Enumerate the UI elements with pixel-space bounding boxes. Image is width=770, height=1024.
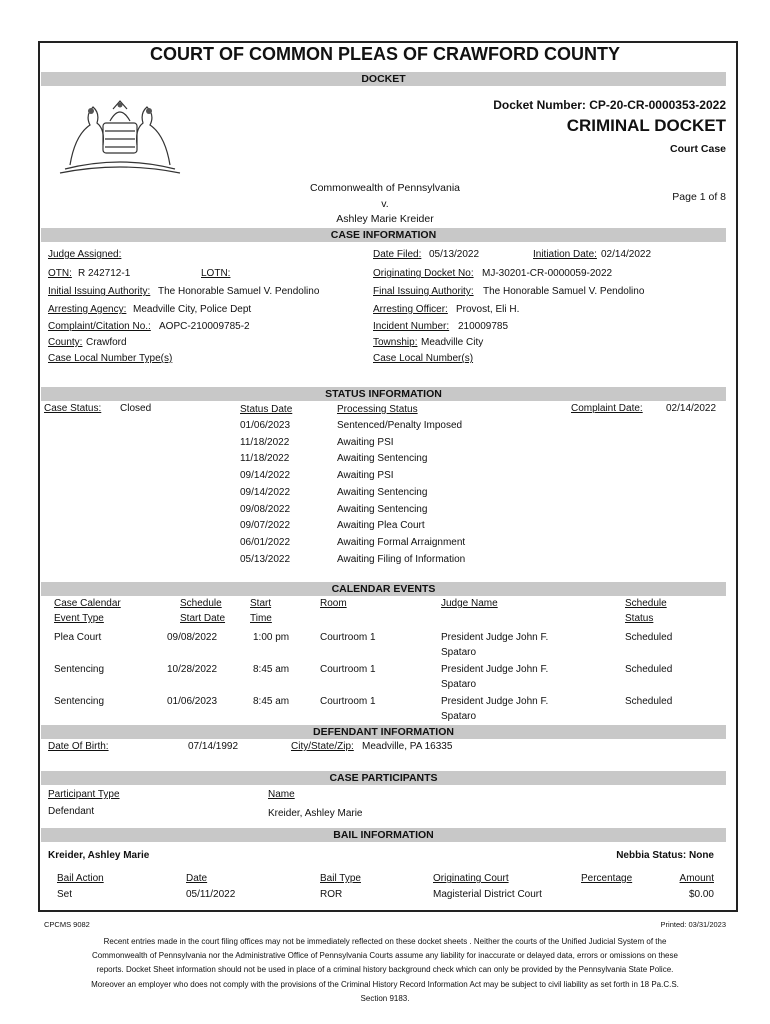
calendar-judge-name: President Judge John F. — [441, 696, 549, 707]
arresting-officer: Provost, Eli H. — [456, 304, 520, 315]
arresting-officer-label: Arresting Officer: — [373, 304, 448, 315]
calendar-schedule-status: Scheduled — [625, 632, 673, 643]
calendar-judge-name-cont: Spataro — [441, 647, 477, 658]
calendar-room: Courtroom 1 — [320, 664, 376, 675]
township-label: Township: — [373, 337, 418, 348]
bail-amount: $0.00 — [688, 889, 714, 900]
caption-defendant: Ashley Marie Kreider — [336, 213, 434, 225]
caption-versus: v. — [381, 198, 389, 210]
calendar-start-time: 8:45 am — [253, 664, 290, 675]
final-authority-label: Final Issuing Authority: — [373, 286, 474, 297]
processing-status: Awaiting Plea Court — [337, 520, 425, 532]
page-number: Page 1 of 8 — [672, 191, 726, 203]
judge-assigned-label: Judge Assigned: — [48, 249, 122, 260]
calendar-event-type: Sentencing — [54, 696, 105, 707]
amount-header: Amount — [679, 873, 714, 884]
calendar-time-header-2: Time — [250, 613, 272, 624]
otn: R 242712-1 — [78, 268, 131, 279]
nebbia-status: Nebbia Status: None — [616, 850, 714, 861]
status-date-header: Status Date — [240, 404, 293, 415]
lotn-label: LOTN: — [201, 268, 231, 279]
complaint-date-label: Complaint Date: — [571, 403, 643, 414]
otn-label: OTN: — [48, 268, 72, 279]
form-number: CPCMS 9082 — [44, 920, 90, 929]
calendar-judge-name: President Judge John F. — [441, 632, 549, 643]
calendar-start-time: 8:45 am — [253, 696, 290, 707]
printed-date: Printed: 03/31/2023 — [660, 920, 726, 929]
case-participants-bar: CASE PARTICIPANTS — [41, 771, 726, 785]
status-date: 11/18/2022 — [240, 436, 290, 448]
disclaimer: Recent entries made in the court filing offices may not be immediately reflected on these docket sheets . Neither the courts of the Unified Judicial System of the Commonwealth of Pennsylvania nor the Administrative Office of Pennsylvania Courts assume any liability for inaccurate or delayed data, errors or omissions on these reports. Docket Sheet information should not be used in place of a criminal history background check which can only be provided by the Pennsylvania State Police. Moreover an employer who does not comply with the provisions of the Criminal History Record Information Act may be subject to civil liability as set forth in 18 Pa.C.S. Section 9183. — [91, 937, 679, 1003]
dob: 07/14/1992 — [188, 741, 239, 752]
calendar-start-date: 09/08/2022 — [167, 632, 218, 643]
calendar-judge-name-cont: Spataro — [441, 711, 477, 722]
city-state-zip: Meadville, PA 16335 — [362, 741, 453, 752]
status-date: 09/14/2022 — [240, 470, 291, 482]
case-information-bar: CASE INFORMATION — [41, 228, 726, 242]
final-authority: The Honorable Samuel V. Pendolino — [483, 286, 645, 297]
processing-status: Awaiting Sentencing — [337, 486, 428, 498]
calendar-start-date-header-1: Schedule — [180, 598, 222, 609]
complaint-citation-label: Complaint/Citation No.: — [48, 321, 151, 332]
county-label: County: — [48, 337, 83, 348]
calendar-judge-name: President Judge John F. — [441, 664, 549, 675]
date-filed-label: Date Filed: — [373, 249, 422, 260]
originating-docket: MJ-30201-CR-0000059-2022 — [482, 268, 613, 279]
calendar-judge-header: Judge Name — [441, 598, 498, 609]
calendar-start-date: 10/28/2022 — [167, 664, 218, 675]
calendar-event-type: Plea Court — [54, 632, 102, 643]
processing-status: Awaiting PSI — [337, 436, 394, 448]
case-local-type-label: Case Local Number Type(s) — [48, 353, 173, 364]
calendar-start-date-header-2: Start Date — [180, 613, 226, 624]
calendar-event-type: Sentencing — [54, 664, 105, 675]
calendar-time-header-1: Start — [250, 598, 272, 609]
date-filed: 05/13/2022 — [429, 249, 480, 260]
status-date: 01/06/2023 — [240, 420, 291, 431]
status-date: 11/18/2022 — [240, 453, 290, 465]
docket-bar: DOCKET — [41, 72, 726, 86]
calendar-status-header-1: Schedule — [625, 598, 667, 609]
docket-type: CRIMINAL DOCKET — [566, 116, 726, 135]
arresting-agency: Meadville City, Police Dept — [133, 304, 252, 315]
calendar-event-type-header-1: Case Calendar — [54, 598, 121, 609]
incident-number-label: Incident Number: — [373, 321, 450, 332]
case-status-label: Case Status: — [44, 403, 102, 414]
calendar-schedule-status: Scheduled — [625, 664, 673, 675]
initiation-date: 02/14/2022 — [601, 249, 652, 260]
arresting-agency-label: Arresting Agency: — [48, 304, 127, 315]
case-status: Closed — [120, 403, 152, 414]
bail-type: ROR — [320, 889, 343, 900]
processing-status-header: Processing Status — [337, 404, 418, 415]
bail-action-header: Bail Action — [57, 873, 104, 884]
calendar-event-type-header-2: Event Type — [54, 613, 104, 624]
case-kind: Court Case — [669, 143, 726, 155]
complaint-citation: AOPC-210009785-2 — [159, 321, 250, 332]
status-date: 06/01/2022 — [240, 536, 291, 548]
initial-authority-label: Initial Issuing Authority: — [48, 286, 151, 297]
city-state-zip-label: City/State/Zip: — [291, 741, 354, 752]
status-date: 09/07/2022 — [240, 520, 291, 532]
calendar-start-date: 01/06/2023 — [167, 696, 218, 707]
docket-number: Docket Number: CP-20-CR-0000353-2022 — [493, 98, 726, 112]
incident-number: 210009785 — [458, 321, 509, 332]
status-date: 09/14/2022 — [240, 486, 291, 498]
participant-name-header: Name — [268, 789, 295, 800]
participant-type: Defendant — [48, 806, 95, 817]
case-local-numbers-label: Case Local Number(s) — [373, 353, 474, 364]
originating-docket-label: Originating Docket No: — [373, 268, 474, 279]
calendar-status-header-2: Status — [625, 613, 654, 624]
complaint-date: 02/14/2022 — [666, 403, 717, 414]
calendar-schedule-status: Scheduled — [625, 696, 673, 707]
processing-status: Awaiting Filing of Information — [337, 553, 466, 565]
processing-status: Sentenced/Penalty Imposed — [337, 420, 463, 431]
percentage-header: Percentage — [581, 873, 633, 884]
pennsylvania-seal-icon — [55, 95, 185, 177]
bail-action: Set — [57, 889, 73, 900]
dob-label: Date Of Birth: — [48, 741, 109, 752]
initial-authority: The Honorable Samuel V. Pendolino — [158, 286, 320, 297]
originating-court-header: Originating Court — [433, 873, 509, 884]
defendant-information-bar: DEFENDANT INFORMATION — [41, 725, 726, 739]
status-date: 09/08/2022 — [240, 503, 291, 515]
originating-court: Magisterial District Court — [433, 889, 542, 900]
processing-status: Awaiting Sentencing — [337, 503, 428, 515]
participant-type-header: Participant Type — [48, 789, 120, 800]
calendar-room-header: Room — [320, 598, 347, 609]
calendar-judge-name-cont: Spataro — [441, 679, 477, 690]
initiation-date-label: Initiation Date: — [533, 249, 597, 260]
status-date: 05/13/2022 — [240, 553, 291, 565]
calendar-room: Courtroom 1 — [320, 696, 376, 707]
calendar-start-time: 1:00 pm — [253, 632, 290, 643]
processing-status: Awaiting PSI — [337, 470, 394, 482]
court-title: COURT OF COMMON PLEAS OF CRAWFORD COUNTY — [150, 44, 620, 64]
bail-date-header: Date — [186, 873, 208, 884]
participant-name: Kreider, Ashley Marie — [268, 808, 363, 819]
township: Meadville City — [421, 337, 484, 348]
bail-person: Kreider, Ashley Marie — [48, 850, 150, 861]
processing-status: Awaiting Sentencing — [337, 453, 428, 465]
bail-date: 05/11/2022 — [186, 889, 236, 900]
calendar-room: Courtroom 1 — [320, 632, 376, 643]
county: Crawford — [86, 337, 127, 348]
calendar-events-bar: CALENDAR EVENTS — [41, 582, 726, 596]
processing-status: Awaiting Formal Arraignment — [337, 536, 466, 548]
bail-type-header: Bail Type — [320, 873, 361, 884]
status-information-bar: STATUS INFORMATION — [41, 387, 726, 401]
caption-commonwealth: Commonwealth of Pennsylvania — [310, 182, 460, 194]
bail-information-bar: BAIL INFORMATION — [41, 828, 726, 842]
